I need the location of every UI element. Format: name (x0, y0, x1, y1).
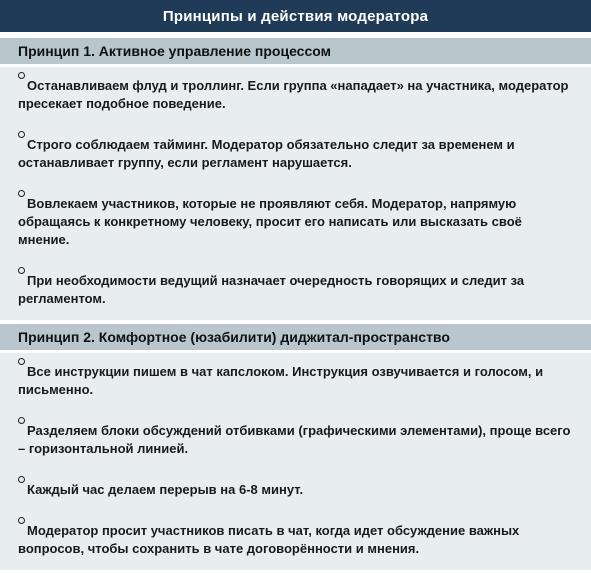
principle-1-header: Принцип 1. Активное управление процессом (0, 38, 591, 67)
bullet-circle-icon (18, 72, 25, 79)
list-item (0, 481, 591, 499)
list-item (0, 77, 591, 113)
list-item (0, 422, 591, 458)
list-item-text: Каждый час делаем перерыв на 6-8 минут. (27, 482, 304, 497)
bullet-circle-icon (18, 517, 25, 524)
list-item-text: Вовлекаем участников, которые не проявляют себя. Модератор, напрямую обращаясь к конкретному человеку, просит его написать или высказать своё мнение. (18, 196, 522, 247)
bullet-circle-icon (18, 417, 25, 424)
card-title: Принципы и действия модератора (0, 0, 591, 32)
bullet-circle-icon (18, 131, 25, 138)
list-item (0, 522, 591, 558)
bullet-circle-icon (18, 190, 25, 197)
list-item-text: Все инструкции пишем в чат капслоком. Инструкция озвучивается и голосом, и письменно. (18, 364, 544, 397)
principle-2-body (0, 353, 591, 570)
principle-1-body (0, 67, 591, 320)
list-item-text: Разделяем блоки обсуждений отбивками (графическими элементами), проще всего – горизонтальной линией. (18, 423, 571, 456)
list-item (0, 136, 591, 172)
list-item-text: Останавливаем флуд и троллинг. Если группа «нападает» на участника, модератор пресекает подобное поведение. (18, 78, 569, 111)
list-item (0, 195, 591, 249)
principle-2-header: Принцип 2. Комфортное (юзабилити) диджитал-пространство (0, 324, 591, 353)
bullet-circle-icon (18, 267, 25, 274)
list-item-text: Строго соблюдаем тайминг. Модератор обязательно следит за временем и останавливает группу, если регламент нарушается. (18, 137, 515, 170)
bullet-circle-icon (18, 358, 25, 365)
list-item-text: Модератор просит участников писать в чат, когда идет обсуждение важных вопросов, чтобы сохранить в чате договорённости и мнения. (18, 523, 520, 556)
list-item (0, 363, 591, 399)
list-item (0, 272, 591, 308)
list-item-text: При необходимости ведущий назначает очередность говорящих и следит за регламентом. (18, 273, 525, 306)
bullet-circle-icon (18, 476, 25, 483)
